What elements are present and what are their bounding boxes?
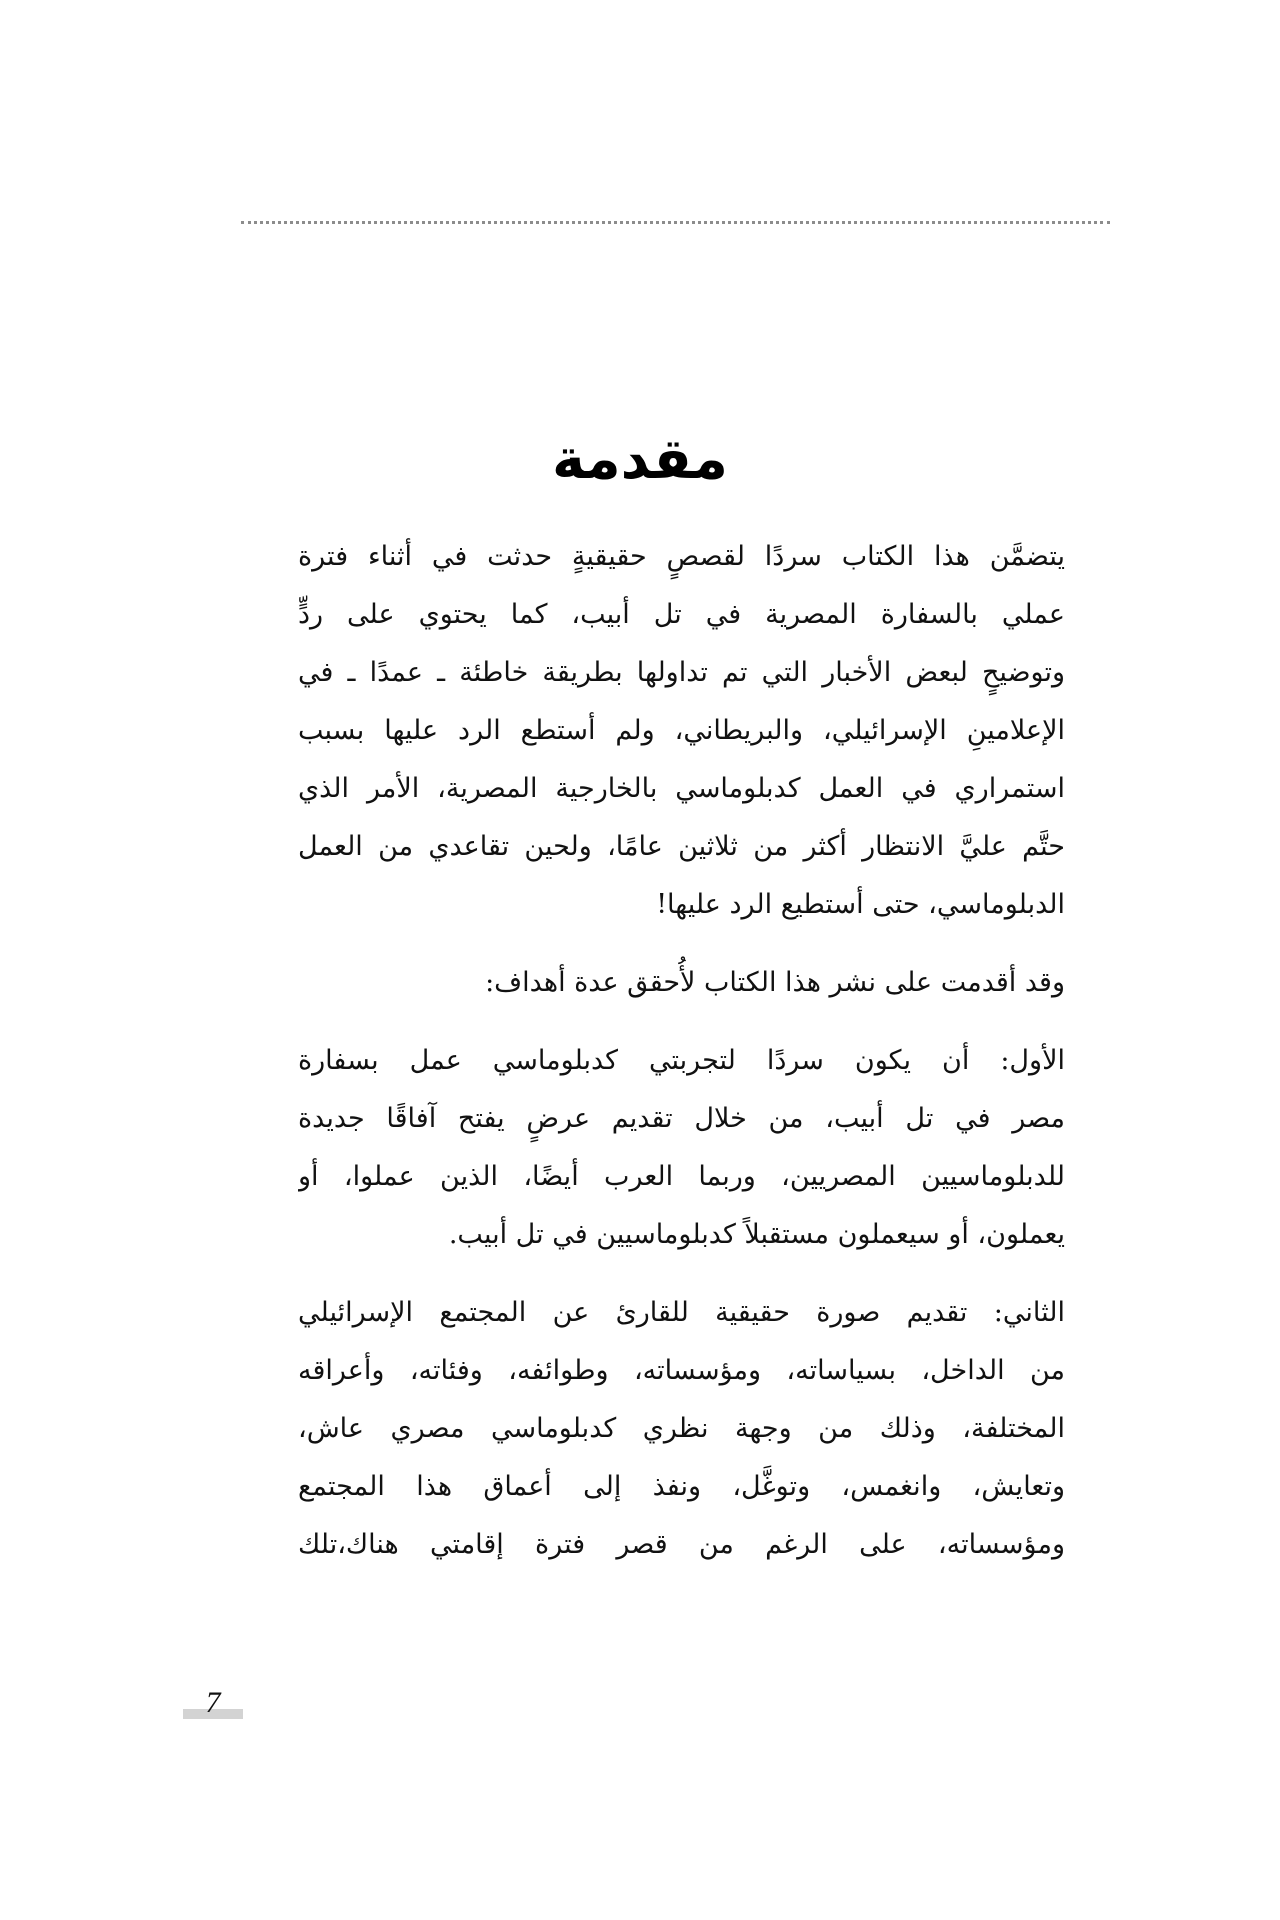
text-line: الأول: أن يكون سردًا لتجربتي كدبلوماسي عمل بسفارة xyxy=(298,1045,1065,1076)
text-line: استمراري في العمل كدبلوماسي بالخارجية المصرية، الأمر الذي xyxy=(298,773,1065,804)
text-line: وقد أقدمت على نشر هذا الكتاب لأُحقق عدة أهداف: xyxy=(485,967,1065,998)
text-line: حتَّم عليَّ الانتظار أكثر من ثلاثين عامًا، ولحين تقاعدي من العمل xyxy=(298,831,1065,862)
chapter-title: مقدمة xyxy=(552,427,728,492)
text-line: يعملون، أو سيعملون مستقبلاً كدبلوماسيين في تل أبيب. xyxy=(448,1219,1065,1250)
paragraph-second-goal xyxy=(298,1284,1065,1574)
paragraph-intro xyxy=(298,528,1065,934)
paragraph-first-goal xyxy=(298,1032,1065,1264)
paragraph-goals xyxy=(298,954,1065,1012)
text-line: الإعلامينِ الإسرائيلي، والبريطاني، ولم أستطع الرد عليها بسبب xyxy=(298,715,1065,746)
text-line: يتضمَّن هذا الكتاب سردًا لقصصٍ حقيقيةٍ حدثت في أثناء فترة xyxy=(298,541,1065,572)
text-line: من الداخل، بسياساته، ومؤسساته، وطوائفه، وفئاته، وأعراقه xyxy=(298,1355,1065,1386)
text-line: الدبلوماسي، حتى أستطيع الرد عليها! xyxy=(656,889,1065,920)
text-line: المختلفة، وذلك من وجهة نظري كدبلوماسي مصري عاش، xyxy=(298,1413,1065,1444)
header-dotted-rule xyxy=(241,221,1110,224)
text-line: وتعايش، وانغمس، وتوغَّل، ونفذ إلى أعماق هذا المجتمع xyxy=(298,1471,1065,1502)
text-line: مصر في تل أبيب، من خلال تقديم عرضٍ يفتح آفاقًا جديدة xyxy=(298,1103,1065,1134)
text-line: وتوضيحٍ لبعض الأخبار التي تم تداولها بطريقة خاطئة ـ عمدًا ـ في xyxy=(298,657,1065,688)
text-line: عملي بالسفارة المصرية في تل أبيب، كما يحتوي على ردٍّ xyxy=(298,599,1065,630)
body-text xyxy=(298,528,1065,1594)
text-line: الثاني: تقديم صورة حقيقية للقارئ عن المجتمع الإسرائيلي xyxy=(298,1297,1065,1328)
text-line: للدبلوماسيين المصريين، وربما العرب أيضًا، الذين عملوا، أو xyxy=(298,1161,1065,1192)
text-line: ومؤسساته، على الرغم من قصر فترة إقامتي هناك،تلك xyxy=(298,1529,1065,1560)
page-number: 7 xyxy=(205,1686,221,1719)
